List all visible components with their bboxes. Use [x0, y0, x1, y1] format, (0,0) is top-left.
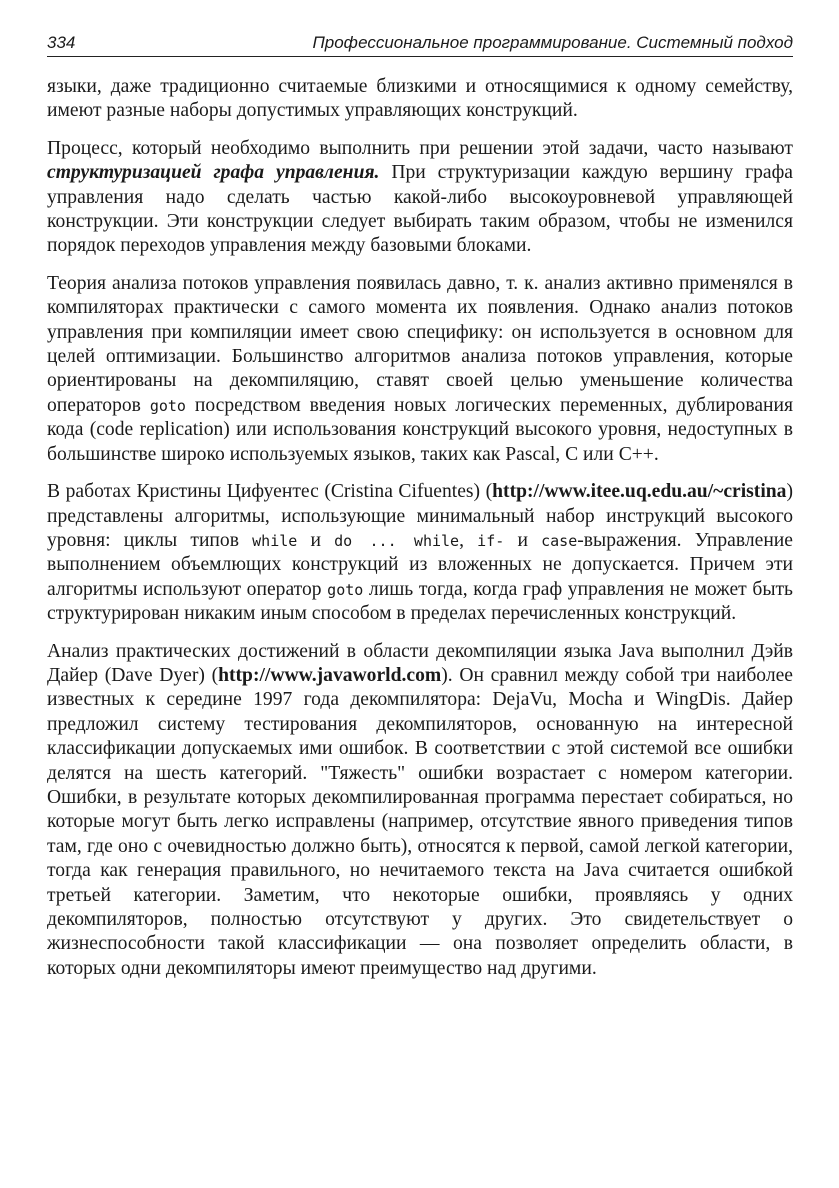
code-while: while: [252, 531, 298, 550]
paragraph-1-text: языки, даже традиционно считаемые близкими и относящимися к одному семейству, имеют разные наборы допустимых управляющих конструкций.: [47, 76, 793, 122]
paragraph-4-text-f: -выражения. Управление выполнением объемлющих конструкций из вложенных не допускается. Причем эти алгоритмы используют оператор: [47, 529, 793, 600]
paragraph-4-text-d: ,: [459, 529, 478, 551]
url-javaworld[interactable]: http://www.javaworld.com: [218, 664, 442, 686]
paragraph-3: [47, 272, 793, 467]
paragraph-3-text-b: посредством введения новых логических переменных, дублирования кода (code replication) или использования конструкций высокого уровня, недоступных в большинстве широко используемых языков, таких как Pascal, C или C++.: [47, 394, 793, 465]
paragraph-4-text-b: ) представлены алгоритмы, использующие минимальный набор инструкций высокого уровня: циклы типов: [47, 481, 793, 551]
paragraph-4-text-c: и: [297, 529, 335, 551]
paragraph-4-text-e: и: [504, 529, 542, 551]
code-if: if-: [477, 531, 505, 550]
paragraph-2-text-a: Процесс, который необходимо выполнить при решении этой задачи, часто называют: [47, 137, 793, 159]
page-number: 334: [47, 33, 76, 52]
emphasis-term: структуризацией графа управления.: [47, 162, 380, 184]
running-header: [47, 32, 793, 57]
code-case: case: [541, 531, 578, 550]
paragraph-4: [47, 480, 793, 626]
url-cifuentes[interactable]: http://www.itee.uq.edu.au/~cristina: [492, 481, 787, 503]
paragraph-4-text-g: лишь тогда, когда граф управления не может быть структурирован никаким иным способом в пределах перечисленных конструкций.: [47, 578, 793, 625]
paragraph-5-text-b: ). Он сравнил между собой три наиболее известных к середине 1997 года декомпилятора: DejaVu, Mocha и WingDis. Дайер предложил систему тестирования декомпиляторов, основанную на интересной классификации допускаемых ими ошибок. В соответствии с этой системой все ошибки делятся на шесть категорий. "Тяжесть" ошибки возрастает с номером категории. Ошибки, в результате которых декомпилированная программа перестает собираться, но которые могут быть легко исправлены (например, отсутствие явного приведения типов там, где оно с очевидностью должно быть), относятся к первой, самой легкой категории, тогда как генерация правильного, но нечитаемого текста на Java считается ошибкой третьей категории. Заметим, что некоторые ошибки, проявляясь у одних декомпиляторов, полностью отсутствуют у других. Это свидетельствует о жизнеспособности такой классификации — она позволяет определить области, в которых одни декомпиляторы имеют преимущество над другими.: [47, 664, 793, 979]
paragraph-4-text-a: В работах Кристины Цифуентес (Cristina Cifuentes) (: [47, 481, 493, 503]
book-title: Профессиональное программирование. Системный подход: [312, 33, 793, 52]
paragraph-2-text-b: При структуризации каждую вершину графа управления надо сделать частью какой-либо высокоуровневой управляющей конструкции. Эти конструкции следует выбирать таким образом, чтобы не изменился порядок переходов управления между базовыми блоками.: [47, 162, 793, 257]
paragraph-2: [47, 137, 793, 259]
paragraph-1: [47, 75, 793, 124]
paragraph-5-text-a: Анализ практических достижений в области декомпиляции языка Java выполнил Дэйв Дайер (Dave Dyer) (: [47, 640, 793, 686]
code-do-while: do ... while: [334, 531, 460, 550]
paragraph-3-text-a: Теория анализа потоков управления появилась давно, т. к. анализ активно применялся в компиляторах практически с самого момента их появления. Однако анализ потоков управления при компиляции имеет свою специфику: он используется в основном для целей оптимизации. Большинство алгоритмов анализа потоков управления, которые ориентированы на декомпиляцию, ставят своей целью уменьшение количества операторов: [47, 272, 793, 416]
paragraph-5: [47, 640, 793, 982]
code-goto: goto: [149, 396, 186, 415]
body-text: [47, 75, 793, 981]
book-page: [47, 32, 793, 994]
code-goto-2: goto: [327, 580, 364, 599]
